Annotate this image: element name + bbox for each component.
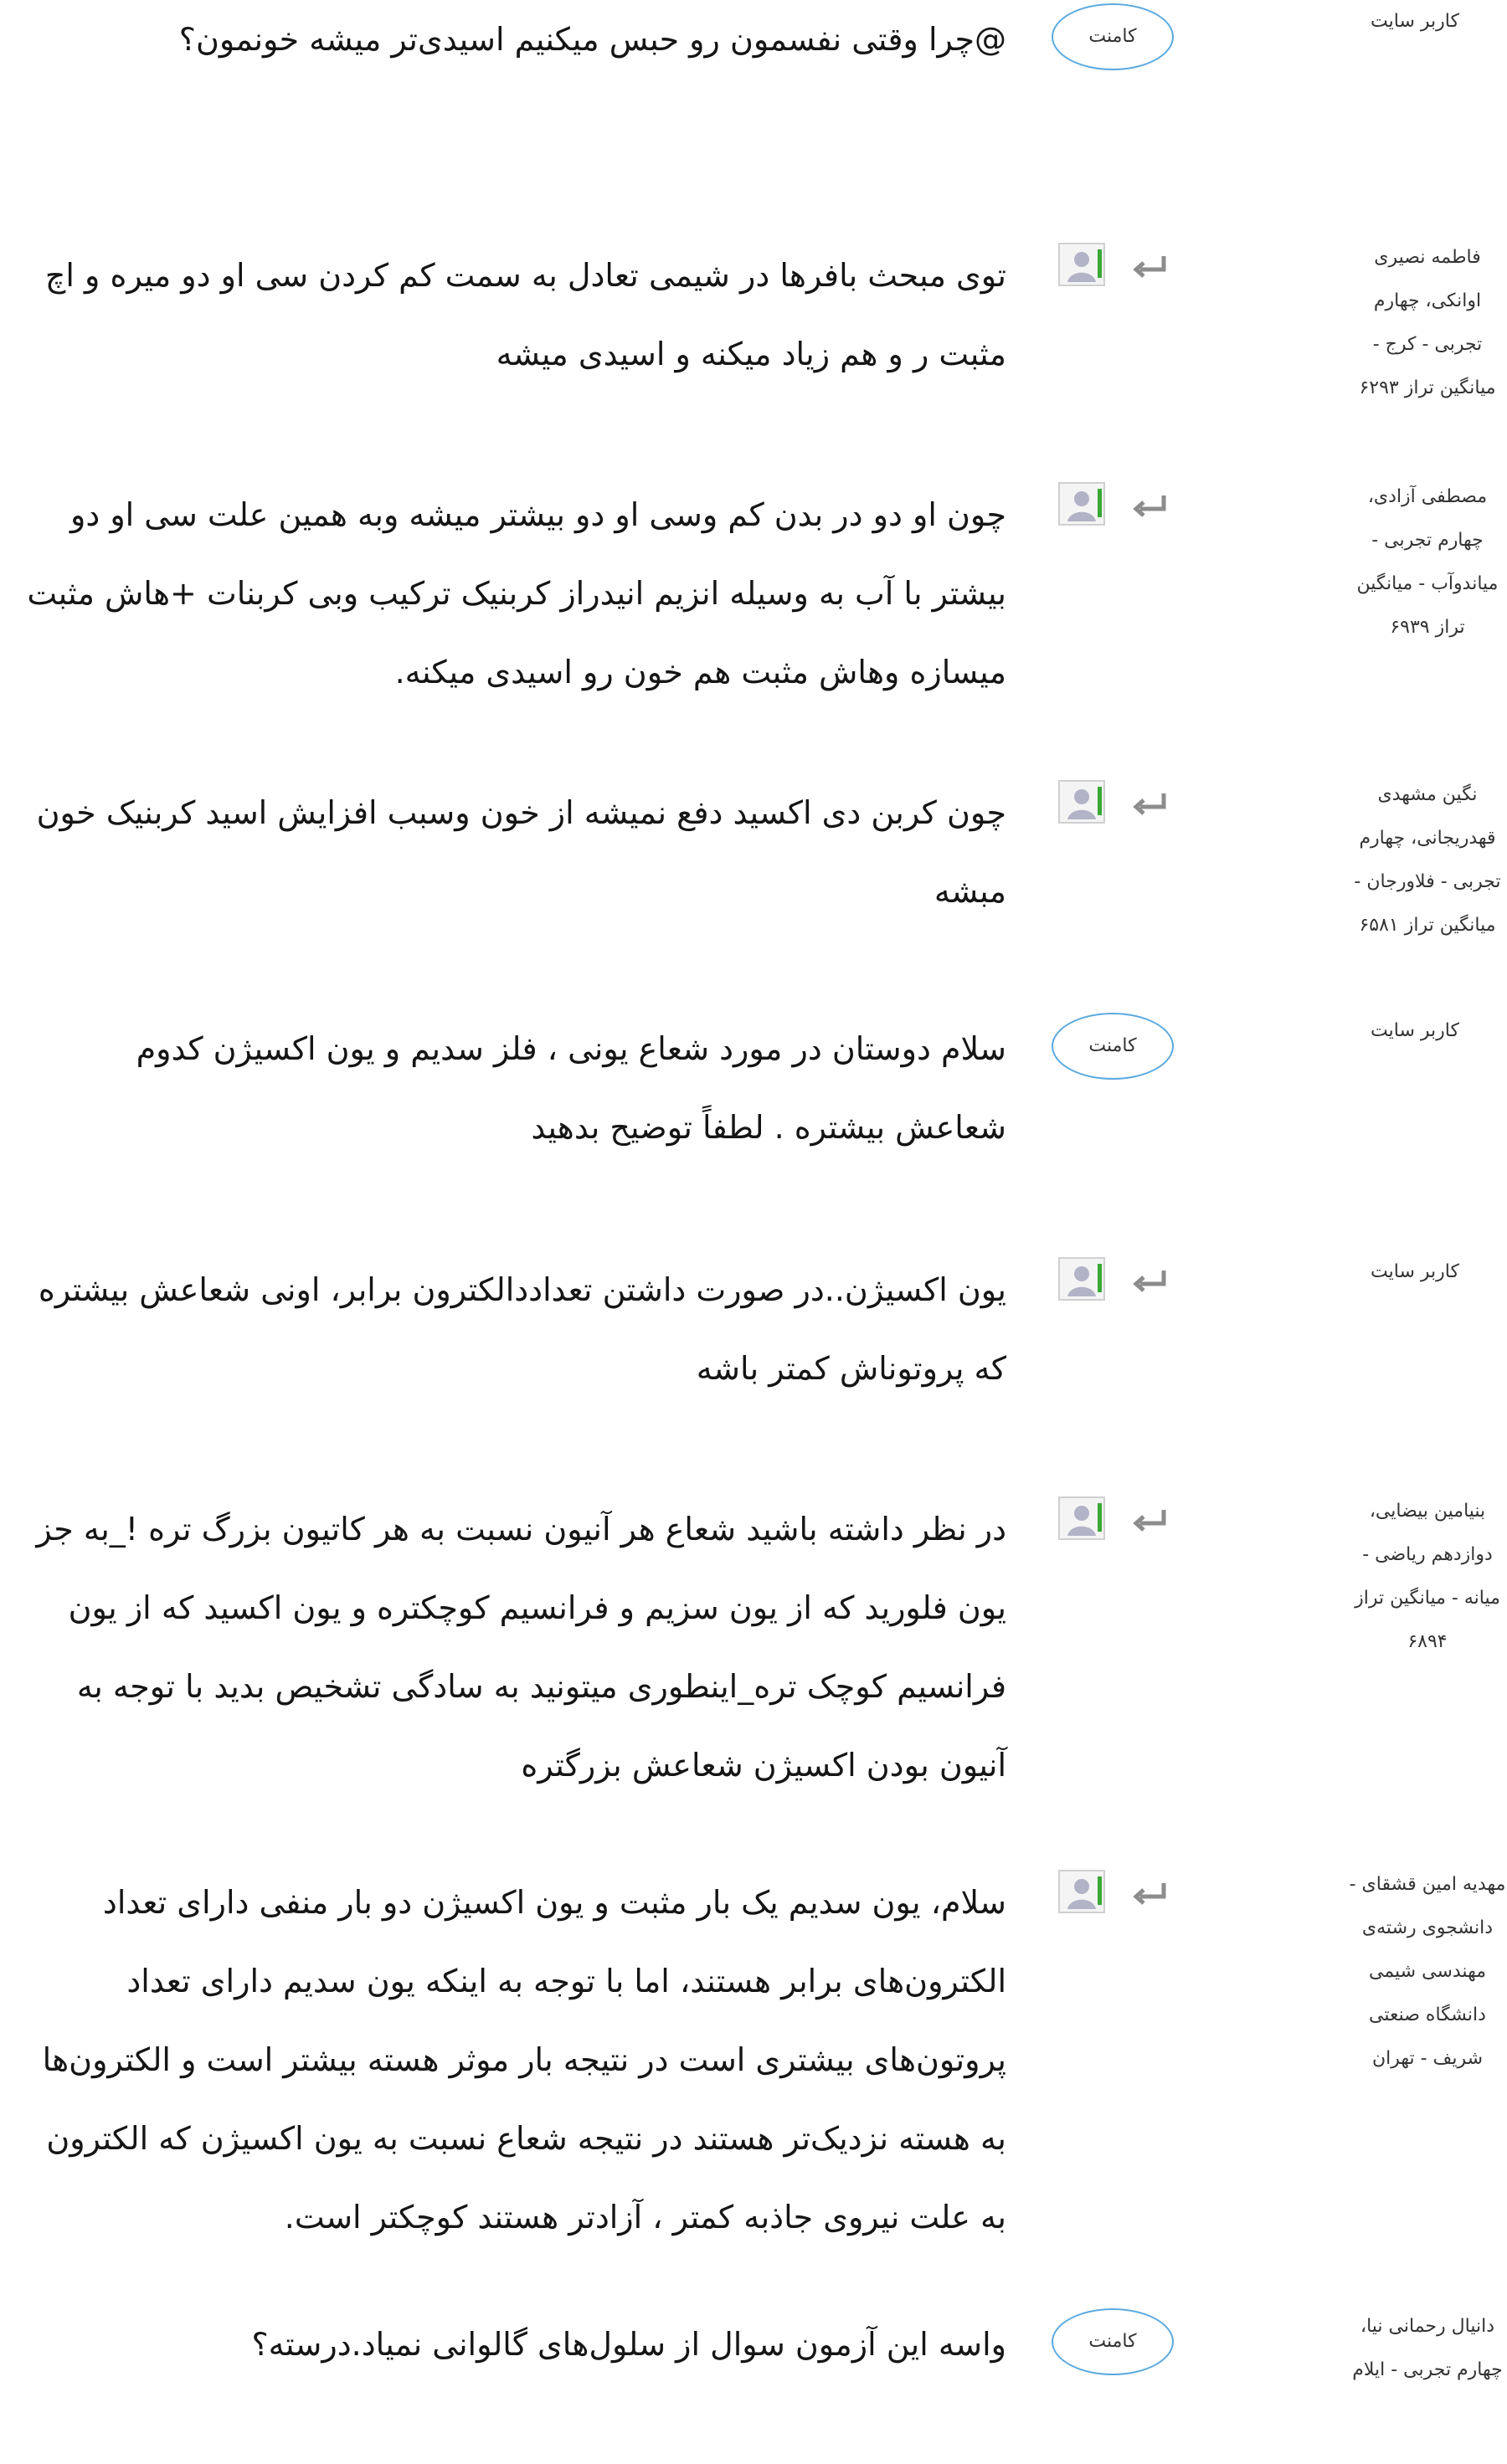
- comment-text: سلام، یون سدیم یک بار مثبت و یون اکسیژن دو بار منفی دارای تعداد الکترون‌های برابر هستند، اما با توجه به اینکه یون سدیم دارای تعداد پروتون‌های بیشتری است در نتیجه بار موثر هسته بیشتر است و الکترون‌ها به هسته نزدیک‌تر هستند در نتیجه شعاع نسبت به یون اکسیژن که الکترون به علت نیروی جاذبه کمتر ، آزادتر هستند کوچکتر است.: [42, 1884, 1006, 2236]
- comment-text: یون اکسیژن..در صورت داشتن تعداددالکترون برابر، اونی شعاعش بیشتره که پروتوناش کمتر باشه: [38, 1271, 1006, 1387]
- comment-author[interactable]: فاطمه نصیری اوانکی، چهارم تجربی - کرج - میانگین تراز ۶۲۹۳: [1359, 247, 1496, 398]
- comment-author[interactable]: کاربر سایت: [1371, 1020, 1459, 1041]
- reply-indicator: [1057, 241, 1172, 288]
- comment-author[interactable]: کاربر سایت: [1371, 1261, 1459, 1282]
- reply-arrow-icon[interactable]: [1132, 790, 1170, 815]
- reply-arrow-icon[interactable]: [1132, 253, 1170, 278]
- comment-text: سلام دوستان در مورد شعاع یونی ، فلز سدیم و یون اکسیژن کدوم شعاعش بیشتره . لطفاً توضیح بدهید: [136, 1030, 1006, 1146]
- comment-thread-item: [0, 236, 1507, 403]
- comment-thread-item: [0, 1250, 1507, 1418]
- comment-thread-item: [0, 1863, 1507, 2298]
- comment-author[interactable]: دانیال رحمانی نیا، چهارم تجربی - ایلام: [1352, 2316, 1503, 2380]
- comment-badge-button[interactable]: کامنت: [1052, 2308, 1174, 2375]
- reply-arrow-icon[interactable]: [1132, 1507, 1170, 1532]
- comment-text: در نظر داشته باشید شعاع هر آنیون نسبت به هر کاتیون بزرگ تره !_به جز یون فلورید که از یون سزیم و فرانسیم کوچکتره و یون اکسید که از یون فرانسیم کوچک تره_اینطوری میتونید به سادگی تشخیص بدید با توجه به آنیون بودن اکسیژن شعاعش بزرگتره: [36, 1511, 1006, 1784]
- user-avatar-icon: [1057, 1255, 1107, 1302]
- comment-thread-item: [0, 2305, 1507, 2456]
- comment-text: چون کربن دی اکسید دفع نمیشه از خون وسبب افزایش اسید کربنیک خون مبشه: [36, 794, 1006, 910]
- reply-indicator: [1057, 778, 1172, 825]
- comment-thread-item: [0, 0, 1507, 92]
- reply-indicator: [1057, 1255, 1172, 1302]
- reply-arrow-icon[interactable]: [1132, 492, 1170, 517]
- comment-thread-item: [0, 1009, 1507, 1177]
- reply-indicator: [1057, 1868, 1172, 1915]
- comment-author[interactable]: بنیامین بیضایی، دوازدهم ریاضی - میانه - میانگین تراز ۶۸۹۴: [1355, 1501, 1500, 1652]
- comment-author[interactable]: نگین مشهدی قهدریجانی، چهارم تجربی - فلاورجان - میانگین تراز ۶۵۸۱: [1354, 784, 1501, 936]
- comment-badge-button[interactable]: کامنت: [1052, 3, 1174, 70]
- user-avatar-icon: [1057, 1868, 1107, 1915]
- comment-badge-button[interactable]: کامنت: [1052, 1013, 1174, 1080]
- reply-indicator: [1057, 480, 1172, 527]
- user-avatar-icon: [1057, 241, 1107, 288]
- comment-text: @چرا وقتی نفسمون رو حبس میکنیم اسیدی‌تر میشه خونمون؟: [178, 21, 1006, 58]
- comment-thread-item: [0, 773, 1507, 941]
- comment-text: توی مبحث بافرها در شیمی تعادل به سمت کم کردن سی او دو میره و اچ مثبت ر و هم زیاد میکنه و اسیدی میشه: [44, 257, 1006, 372]
- comment-thread-item: [0, 475, 1507, 718]
- comment-author[interactable]: کاربر سایت: [1371, 11, 1459, 32]
- comment-author[interactable]: مهدیه امین قشقای - دانشجوی رشته‌ی مهندسی شیمی دانشگاه صنعتی شریف - تهران: [1349, 1874, 1506, 2069]
- comment-author[interactable]: مصطفی آزادی، چهارم تجربی - میاندوآب - میانگین تراز ۶۹۳۹: [1356, 486, 1499, 638]
- user-avatar-icon: [1057, 1495, 1107, 1542]
- reply-arrow-icon[interactable]: [1132, 1880, 1170, 1905]
- user-avatar-icon: [1057, 480, 1107, 527]
- reply-arrow-icon[interactable]: [1132, 1267, 1170, 1292]
- comment-thread-item: [0, 1490, 1507, 1808]
- reply-indicator: [1057, 1495, 1172, 1542]
- comment-text: چون او دو در بدن کم وسی او دو بیشتر میشه وبه همین علت سی او دو بیشتر با آب به وسیله انزیم انیدراز کربنیک ترکیب وبی کربنات +هاش مثبت میسازه وهاش مثبت هم خون رو اسیدی میکنه.: [27, 496, 1006, 690]
- user-avatar-icon: [1057, 778, 1107, 825]
- comment-text: واسه این آزمون سوال از سلول‌های گالوانی نمیاد.درسته؟: [251, 2326, 1006, 2363]
